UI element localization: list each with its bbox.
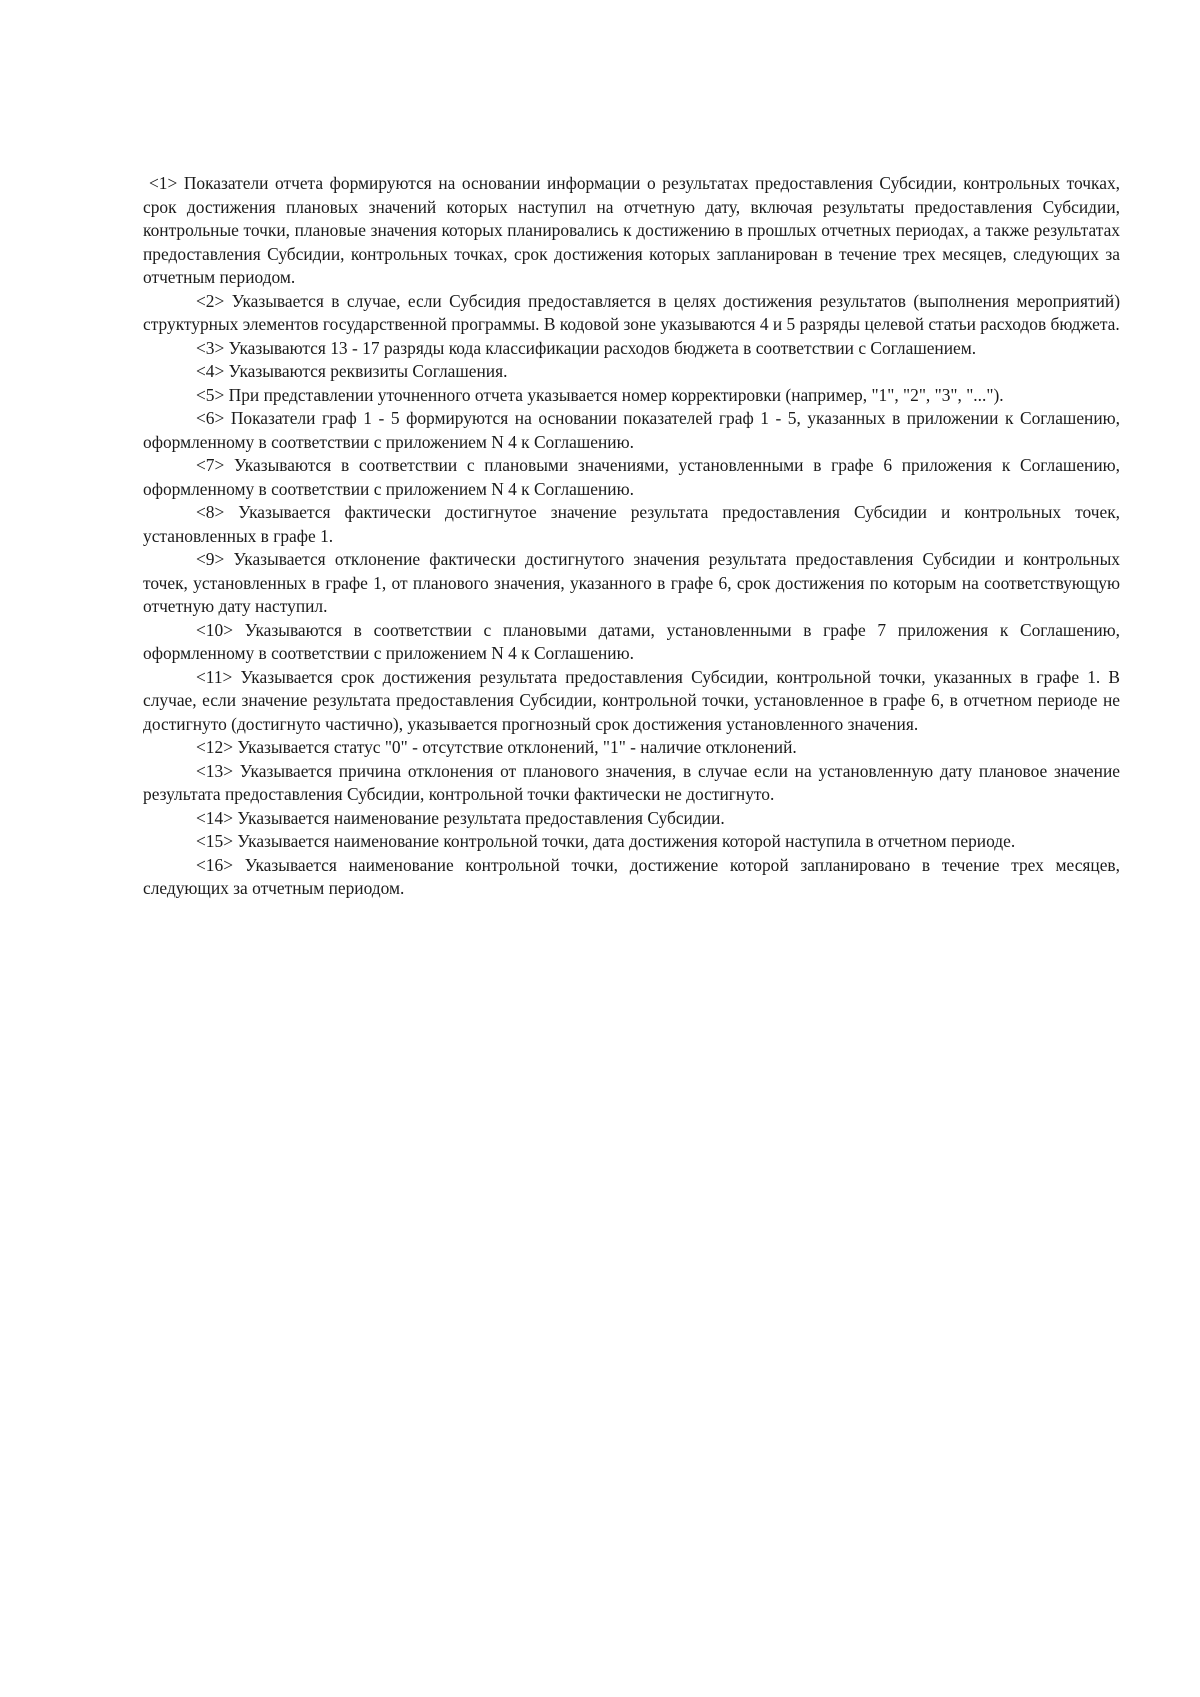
footnote-16: <16> Указывается наименование контрольной точки, достижение которой запланировано в течение трех месяцев, следующих за отчетным периодом. xyxy=(143,854,1120,898)
footnote-1: <1> Показатели отчета формируются на основании информации о результатах предоставления Субсидии, контрольных точках, срок достижения плановых значений которых наступил на отчетную дату, включая результаты предоставления Субсидии, контрольные точки, плановые значения которых планировались к достижению в прошлых отчетных периодах, а также результатах предоставления Субсидии, контрольных точках, срок достижения которых запланирован в течение трех месяцев, следующих за отчетным периодом. xyxy=(143,173,1120,287)
footnote-7: <7> Указываются в соответствии с плановыми значениями, установленными в графе 6 приложения к Соглашению, оформленному в соответствии с приложением N 4 к Соглашению. xyxy=(143,455,1120,499)
footnote-12: <12> Указывается статус "0" - отсутствие отклонений, "1" - наличие отклонений. xyxy=(196,737,797,757)
footnote-5: <5> При представлении уточненного отчета указывается номер корректировки (например, "1", "2", "3", "..."). xyxy=(196,384,1004,405)
footnote-10: <10> Указываются в соответствии с плановыми датами, установленными в графе 7 приложения к Соглашению, оформленному в соответствии с приложением N 4 к Соглашению. xyxy=(143,619,1120,663)
footnote-15: <15> Указывается наименование контрольной точки, дата достижения которой наступила в отчетном периоде. xyxy=(196,831,1016,851)
footnote-13: <13> Указывается причина отклонения от планового значения, в случае если на установленную дату плановое значение результата предоставления Субсидии, контрольной точки фактически не достигнуто. xyxy=(143,760,1120,804)
footnote-4: <4> Указываются реквизиты Соглашения. xyxy=(196,361,508,381)
footnote-14: <14> Указывается наименование результата предоставления Субсидии. xyxy=(196,807,725,828)
footnote-11: <11> Указывается срок достижения результата предоставления Субсидии, контрольной точки, указанных в графе 1. В случае, если значение результата предоставления Субсидии, контрольной точки, установленное в графе 6, в отчетном периоде не достигнуто (достигнуто частично), указывается прогнозный срок достижения установленного значения. xyxy=(143,666,1120,734)
footnote-9: <9> Указывается отклонение фактически достигнутого значения результата предоставления Субсидии и контрольных точек, установленных в графе 1, от планового значения, указанного в графе 6, срок достижения по которым на соответствующую отчетную дату наступил. xyxy=(143,549,1120,616)
footnote-2: <2> Указывается в случае, если Субсидия предоставляется в целях достижения результатов (выполнения мероприятий) структурных элементов государственной программы. В кодовой зоне указываются 4 и 5 разряды целевой статьи расходов бюджета. xyxy=(143,290,1120,334)
footnotes-block xyxy=(143,172,1120,901)
footnote-3: <3> Указываются 13 - 17 разряды кода классификации расходов бюджета в соответствии с Соглашением. xyxy=(196,337,977,358)
footnote-6: <6> Показатели граф 1 - 5 формируются на основании показателей граф 1 - 5, указанных в приложении к Соглашению, оформленному в соответствии с приложением N 4 к Соглашению. xyxy=(143,408,1120,452)
footnote-8: <8> Указывается фактически достигнутое значение результата предоставления Субсидии и контрольных точек, установленных в графе 1. xyxy=(143,502,1120,546)
